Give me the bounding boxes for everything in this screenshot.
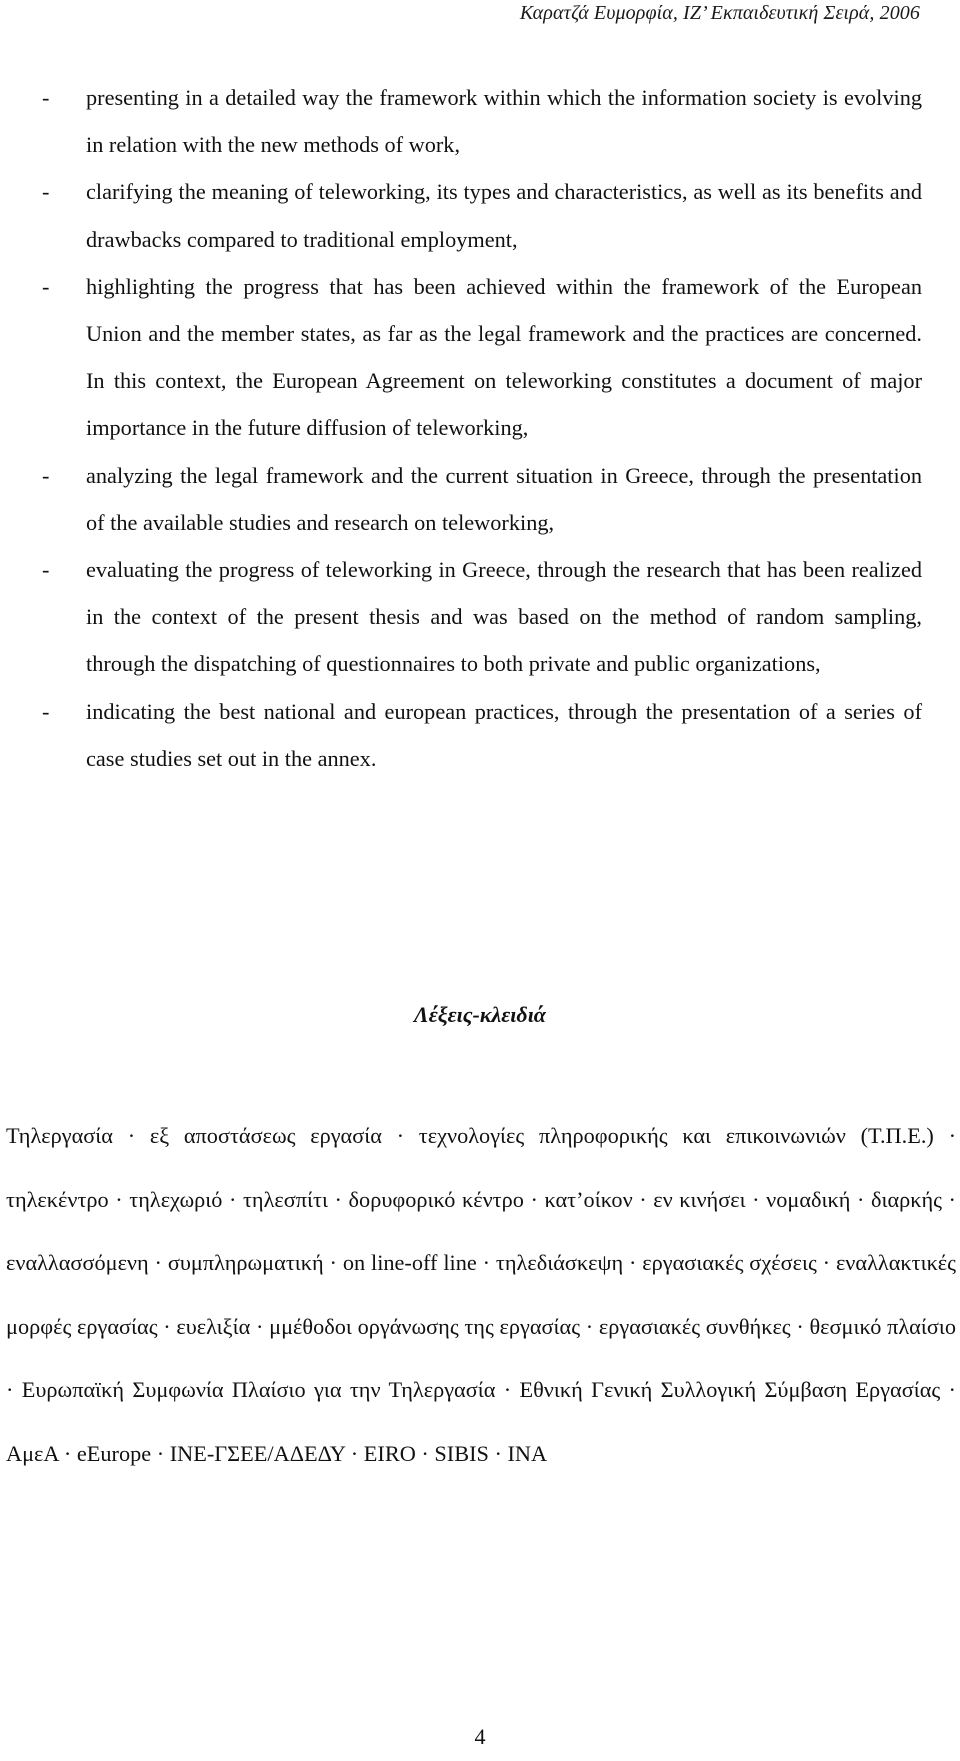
bullet-dash: - (42, 698, 50, 724)
objectives-list (40, 74, 922, 782)
running-header: Καρατζά Ευμορφία, ΙΖ’ Εκπαιδευτική Σειρά, 2006 (519, 2, 920, 24)
list-item (40, 168, 922, 262)
keywords-heading: Λέξεις-κλειδιά (414, 1002, 546, 1027)
bullet-dash: - (42, 273, 50, 299)
list-item-text: highlighting the progress that has been achieved within the framework of the European Union and the member states, as far as the legal framework and the practices are concerned. In this context, the European Agreement on teleworking constitutes a document of major importance in the future diffusion of teleworking, (86, 273, 922, 441)
bullet-dash: - (42, 85, 50, 110)
list-item (40, 546, 922, 688)
list-item-text: analyzing the legal framework and the current situation in Greece, through the presentation of the available studies and research on teleworking, (86, 462, 922, 535)
list-item-text: indicating the best national and european practices, through the presentation of a series of case studies set out in the annex. (86, 698, 922, 771)
bullet-dash: - (42, 462, 50, 488)
keywords-text: Τηλεργασία · εξ αποστάσεως εργασία · τεχνολογίες πληροφορικής και επικοινωνιών (Τ.Π.Ε.) · τηλεκέντρο · τηλεχωριό · τηλεσπίτι · δορυφορικό κέντρο · κατ’οίκον · εν κινήσει · νομαδική · διαρκής · εναλλασσόμενη · συμπληρωματική · on line-off line · τηλεδιάσκεψη · εργασιακές σχέσεις · εναλλακτικές μορφές εργασίας · ευελιξία · μμέθοδοι οργάνωσης της εργασίας · εργασιακές συνθήκες · θεσμικό πλαίσιο · Ευρωπαϊκή Συμφωνία Πλαίσιο για την Τηλεργασία · Εθνική Γενική Συλλογική Σύμβαση Εργασίας · ΑμεΑ · eEurope · ΙΝΕ-ΓΣΕΕ/ΑΔΕΔΥ · EIRO · SIBIS · INA (6, 1123, 956, 1466)
list-item (40, 452, 922, 546)
list-item-text: clarifying the meaning of teleworking, its types and characteristics, as well as its benefits and drawbacks compared to traditional employment, (86, 179, 922, 252)
page-number: 4 (474, 1724, 486, 1749)
bullet-dash: - (42, 557, 50, 583)
list-item (40, 263, 922, 452)
list-item (40, 74, 922, 168)
list-item-text: presenting in a detailed way the framework within which the information society is evolving in relation with the new methods of work, (86, 85, 922, 158)
list-item (40, 688, 922, 782)
bullet-dash: - (42, 179, 50, 205)
list-item-text: evaluating the progress of teleworking in Greece, through the research that has been realized in the context of the present thesis and was based on the method of random sampling, through the dispatching of questionnaires to both private and public organizations, (86, 557, 922, 677)
